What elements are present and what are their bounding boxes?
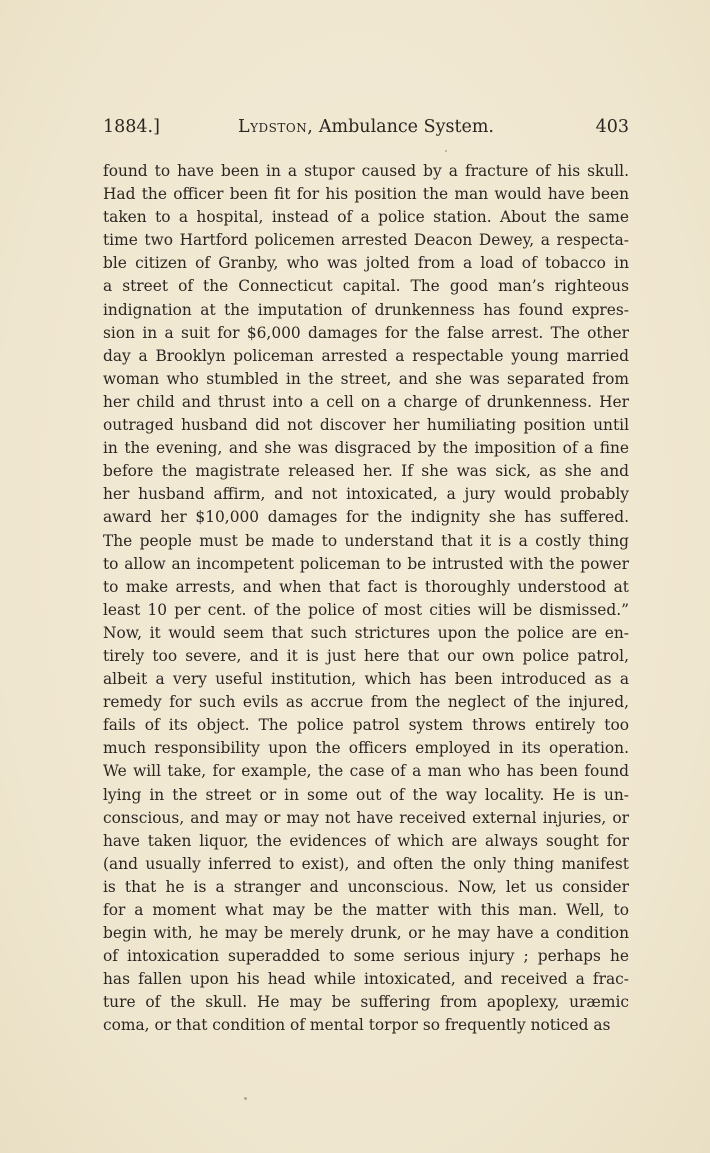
paper-speck bbox=[244, 1097, 247, 1100]
text-line: indignation at the imputation of drunkenness has found expres- bbox=[103, 300, 629, 319]
text-line: have taken liquor, the evidences of which are always sought for bbox=[103, 831, 629, 850]
text-line: found to have been in a stupor caused by a fracture of his skull. bbox=[103, 162, 629, 180]
text-line: least 10 per cent. of the police of most cities will be dismissed.” bbox=[103, 600, 629, 619]
running-header bbox=[103, 117, 629, 147]
text-line: ture of the skull. He may be suffering from apoplexy, uræmic bbox=[103, 993, 629, 1012]
text-line: is that he is a stranger and unconscious. Now, let us consider bbox=[103, 877, 629, 896]
text-line: her child and thrust into a cell on a charge of drunkenness. Her bbox=[103, 392, 629, 411]
text-line: in the evening, and she was disgraced by the imposition of a fine bbox=[103, 439, 629, 458]
text-line: ble citizen of Granby, who was jolted from a load of tobacco in bbox=[103, 254, 629, 273]
text-line: (and usually inferred to exist), and often the only thing manifest bbox=[103, 854, 629, 873]
text-line: coma, or that condition of mental torpor so frequently noticed as bbox=[103, 1016, 611, 1035]
header-year: 1884.] bbox=[103, 117, 160, 137]
text-line: award her $10,000 damages for the indignity she has suffered. bbox=[103, 508, 629, 527]
text-line: lying in the street or in some out of the way locality. He is un- bbox=[103, 785, 629, 804]
text-line: day a Brooklyn policeman arrested a respectable young married bbox=[103, 346, 629, 365]
text-line: taken to a hospital, instead of a police station. About the same bbox=[103, 208, 629, 227]
text-line: fails of its object. The police patrol system throws entirely too bbox=[103, 716, 629, 735]
text-line: time two Hartford policemen arrested Deacon Dewey, a respecta- bbox=[103, 231, 629, 250]
text-line: Now, it would seem that such strictures upon the police are en- bbox=[103, 623, 629, 642]
text-line: begin with, he may be merely drunk, or he may have a condition bbox=[103, 924, 629, 943]
text-line: to make arrests, and when that fact is thoroughly understood at bbox=[103, 577, 629, 596]
header-title: Ambulance System. bbox=[318, 117, 494, 137]
text-line: We will take, for example, the case of a man who has been found bbox=[103, 762, 629, 781]
text-line: The people must be made to understand that it is a costly thing bbox=[103, 531, 629, 550]
text-line: remedy for such evils as accrue from the neglect of the injured, bbox=[103, 693, 629, 712]
text-line: for a moment what may be the matter with this man. Well, to bbox=[103, 901, 629, 919]
text-line: has fallen upon his head while intoxicated, and received a frac- bbox=[103, 970, 629, 989]
text-line: Had the officer been fit for his position the man would have been bbox=[103, 185, 629, 204]
text-line: a street of the Connecticut capital. The good man’s righteous bbox=[103, 277, 629, 296]
text-line: conscious, and may or may not have received external injuries, or bbox=[103, 808, 629, 827]
text-line: sion in a suit for $6,000 damages for the false arrest. The other bbox=[103, 323, 629, 342]
text-line: outraged husband did not discover her humiliating position until bbox=[103, 416, 629, 435]
paper-speck bbox=[445, 150, 447, 152]
text-line: her husband affirm, and not intoxicated, a jury would probably bbox=[103, 485, 629, 504]
text-line: albeit a very useful institution, which has been introduced as a bbox=[103, 670, 629, 689]
header-author: Lydston, bbox=[237, 117, 314, 137]
body-text bbox=[103, 160, 629, 1038]
text-line: before the magistrate released her. If she was sick, as she and bbox=[103, 462, 629, 481]
text-line: to allow an incompetent policeman to be intrusted with the power bbox=[103, 554, 629, 573]
header-title-group bbox=[103, 117, 629, 137]
text-line: much responsibility upon the officers employed in its operation. bbox=[103, 739, 629, 758]
text-line: tirely too severe, and it is just here that our own police patrol, bbox=[103, 646, 629, 665]
text-line: of intoxication superadded to some serious injury ; perhaps he bbox=[103, 947, 629, 966]
text-line: woman who stumbled in the street, and she was separated from bbox=[103, 369, 629, 388]
page-number: 403 bbox=[595, 117, 629, 137]
